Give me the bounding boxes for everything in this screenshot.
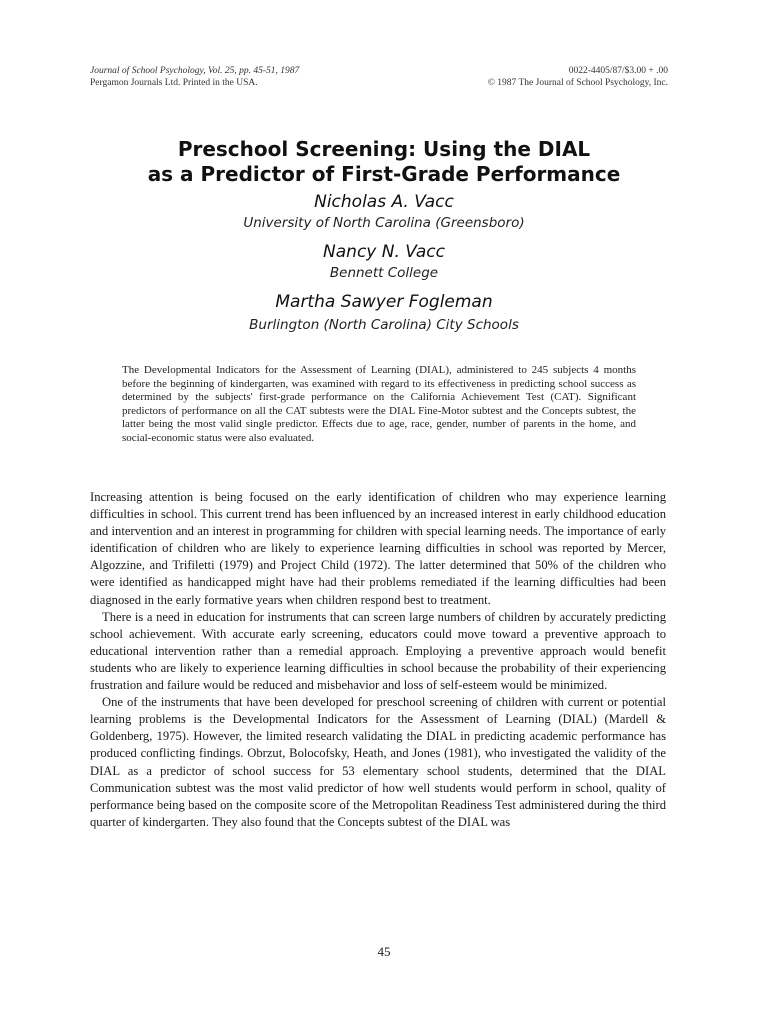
title-line-1: Preschool Screening: Using the DIAL [177,137,591,161]
abstract: The Developmental Indicators for the Assessment of Learning (DIAL), administered to 245 subjects 4 months before the beginning of kindergarten, was examined with regard to its effectiveness in predicting school success as determined by the subjects' first-grade performance on the California Achievement Test (CAT). Significant predictors of performance on all the CAT subtests were the DIAL Fine-Motor subtest and the Concepts subtest, the latter being the most valid single predictor. Effects due to age, race, gender, number of parents in the home, and social-economic status were also evaluated. [122,364,636,444]
running-header-left [90,65,299,89]
running-header-right [488,65,668,89]
author-affiliation: University of North Carolina (Greensboro) [243,215,525,231]
issn-line: 0022-4405/87/$3.00 + .00 [568,66,668,76]
author-affiliation: Burlington (North Carolina) City Schools [249,317,519,333]
page-number: 45 [377,944,391,959]
body-paragraph: There is a need in education for instruments that can screen large numbers of children by accurately predicting school achievement. With accurate early screening, educators could move toward a preventive approach to educational intervention rather than a remedial approach. Employing a preventive approach would benefit students who are likely to experience learning difficulties in school because the probability of their experiencing frustration and failure would be reduced and misbehavior and loss of self-esteem would be minimized. [90,609,666,693]
author-name: Nancy N. Vacc [323,242,445,262]
publisher-line: Pergamon Journals Ltd. Printed in the USA. [90,78,258,88]
body-text [90,489,666,831]
author-affiliation: Bennett College [329,265,439,281]
author-name: Nicholas A. Vacc [314,192,454,212]
journal-citation: Journal of School Psychology, Vol. 25, pp. 45-51, 1987 [90,66,300,76]
copyright-line: © 1987 The Journal of School Psychology, Inc. [487,78,668,88]
body-paragraph: One of the instruments that have been developed for preschool screening of children with current or potential learning problems is the Developmental Indicators for the Assessment of Learning (DIAL) (Mardell & Goldenberg, 1975). However, the limited research validating the DIAL in predicting academic performance has produced conflicting findings. Obrzut, Bolocofsky, Heath, and Jones (1981), who investigated the validity of the DIAL as a predictor of school success for 53 elementary school students, determined that the DIAL Communication subtest was the most valid predictor of how well students would perform in school, quality of performance being based on the composite score of the Metropolitan Readiness Test administered during the third quarter of kindergarten. They also found that the Concepts subtest of the DIAL was [90,695,666,829]
title-line-2: as a Predictor of First-Grade Performance [147,162,621,186]
body-paragraph: Increasing attention is being focused on the early identification of children who may experience learning difficulties in school. This current trend has been influenced by an increased interest in early childhood education and intervention and an interest in programming for children with special learning needs. The importance of early identification of children who are likely to experience learning difficulties in school was reported by Mercer, Algozzine, and Trifiletti (1979) and Project Child (1972). The latter determined that 50% of the children who were identified as handicapped might have had their problems remediated if the learning difficulties had been diagnosed in the early formative years when children respond best to treatment. [90,490,666,607]
author-name: Martha Sawyer Fogleman [275,292,493,312]
article-title [0,137,768,187]
